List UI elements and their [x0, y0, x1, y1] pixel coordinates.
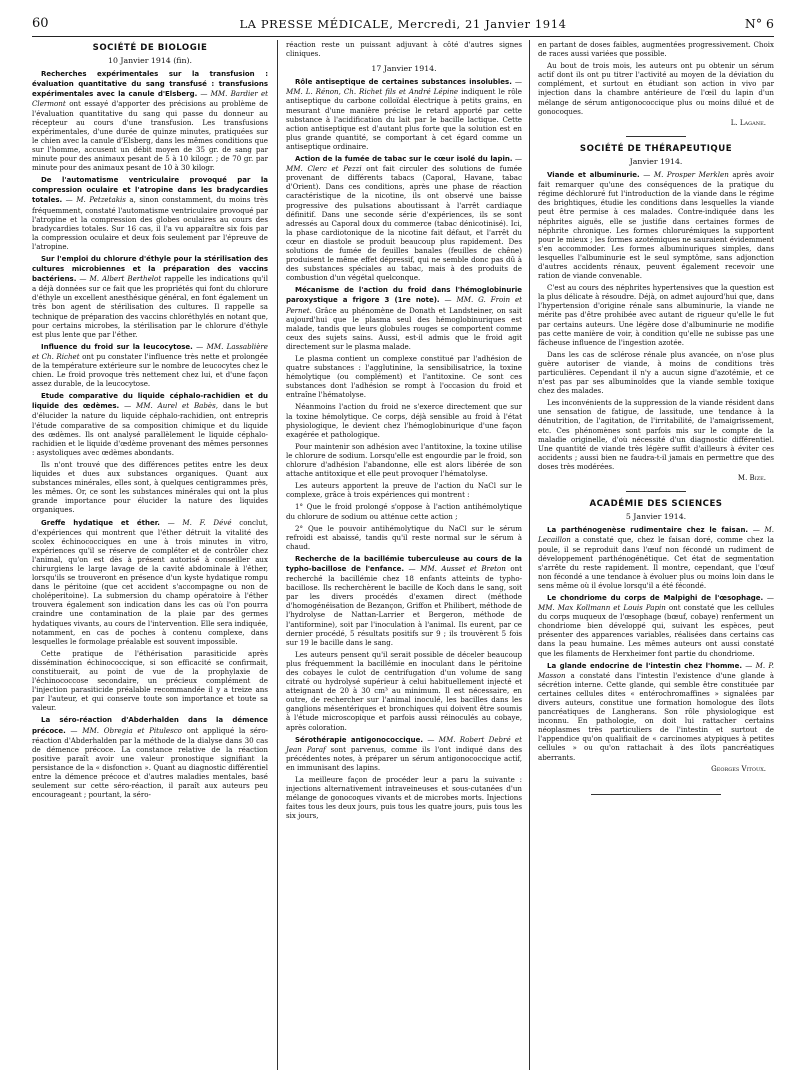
article-body: indiquent le rôle antiseptique du carbone colloïdal électrique à petits grains, en mesurant d'une manière précise le retard apporté par cette substance à l'acidification du lait par le bacille lactique. Cette action antiseptique est d'autant plus forte que la solution est en plus grande quantité, se comportant à cet égard comme un antiseptique ordinaire.: [286, 87, 522, 151]
issue-number: N° 6: [744, 16, 774, 31]
article-continuation: réaction reste un puissant adjuvant à côté d'autres signes cliniques.: [286, 40, 522, 59]
article-title: Viande et albuminurie.: [547, 171, 640, 180]
article-title: Mécanisme de l'action du froid dans l'hémoglobinurie paroxystique a frigore 3 (1re note).: [286, 286, 522, 305]
page-number: 60: [32, 16, 49, 31]
article-authors: MM. Bardier et Clermont: [32, 89, 269, 109]
article-authors: MM. Ausset et Breton: [420, 563, 506, 573]
article-paragraph: Pour maintenir son adhésion avec l'antitoxine, la toxine utilise le chlorure de sodium. Lorsqu'elle est engourdie par le froid, son chlorure d'adhésion l'abandonne, elle est alors libérée de son attache antitoxique et elle peut provoquer l'hématolyse.: [286, 441, 522, 479]
article-title: La séro-réaction d'Abderhalden dans la démence précoce.: [32, 716, 268, 735]
article-continuation: en partant de doses faibles, augmentées progressivement. Choix de races aussi variées que possible.: [538, 40, 774, 59]
article-body: ont constaté que les cellules du corps muqueux de l'œsophage (bœuf, cobaye) renferment un chondriome bien développé qui, suivant les espèces, peut présenter des apparences variables, réalisées dans certains cas dans la peau humaine. Les mêmes auteurs ont aussi constaté que les filaments de Herxheimer font partie du chondriome.: [538, 603, 774, 658]
article-authors: MM. L. Rénon, Ch. Richet fils et André Lépine: [286, 87, 459, 97]
signature: L. Lagane.: [730, 118, 766, 127]
article-body: a constaté dans l'intestin l'existence d'une glande à sécrétion interne. Cette glande, qui semble être constituée par certaines cellules dites « entérochromaffines » signalées par divers auteurs, constitue une formation homologue des îlots pancréatiques de Langherans. Son rôle physiologique est inconnu. En pathologie, on doit lui rattacher certains néoplasmes très particuliers de l'intestin et surtout de l'appendice qu'on qualifiait de « carcinomes atypiques à petites cellules » ou qu'on rattachait à des îlots pancréatiques aberrants.: [538, 670, 774, 762]
article-paragraph: 1° Que le froid prolongé s'oppose à l'action antihémolytique du chlorure de sodium ou atténue cette action ;: [286, 502, 522, 521]
section-divider: [626, 136, 686, 137]
article: La parthénogenèse rudimentaire chez le faisan. — M. Lecaillon a constaté que, chez le faisan doré, comme chez la poule, il se reproduit dans l'œuf non fécondé un rudiment de développement parthénogénétique. Cet état de segmentation s'arrête du reste rapidement. Il montre, cependant, que l'œuf non fécondé a une tendance à évoluer plus ou moins loin dans le sens même où il évolue lorsqu'il a été fécondé.: [538, 525, 774, 590]
article-body: ont recherché la bacillémie chez 18 enfants atteints de typho-bacillose. Ils recherchèrent le bacille de Koch dans le sang, soit par les divers procédés d'examen direct (méthode d'homogénéisation de Bezançon, Griffon et Philibert, méthode de l'hydrolyse de Nattan-Larrier et Bergeron, méthode de l'antiformine), soit par l'inoculation à l'animal. Ils eurent, par ce dernier procédé, 5 résultats positifs sur 9 ; ils trouvèrent 5 fois sur 19 le bacille dans le sang.: [286, 563, 523, 647]
article-title: Action de la fumée de tabac sur le cœur isolé du lapin.: [295, 155, 513, 164]
column-rule: [277, 40, 278, 1070]
article-authors: M. F. Dévé: [182, 517, 232, 527]
article-paragraph: 2° Que le pouvoir antihémolytique du NaCl sur le sérum refroidi est abaissé, tandis qu'il reste normal sur le sérum à chaud.: [286, 523, 522, 551]
article-body: ont fait circuler des solutions de fumée provenant de différents tabacs (Caporal, Havane, tabac d'Orient). Dans ces conditions, après une phase de réaction caractéristique de la nicotine, ils ont observé une baisse progressive des pulsations aboutissant à l'arrêt cardiaque définitif. Dans une seconde série d'expériences, ils se sont adressés au Caporal doux du commerce (tabac dénicotinisé). Ici, la phase cardiotonique de la nicotine fait défaut, et l'arrêt du cœur en diastole se produit beaucoup plus rapidement. Des solutions de fumée de feuilles banales (feuilles de chêne) produisent le même effet dépressif, qui ne semble donc pas dû à des substances spéciales au tabac, mais à des produits de combustion d'un végétal quelconque.: [286, 164, 522, 283]
section-divider: [626, 491, 686, 492]
article-body: après avoir fait remarquer qu'une des conséquences de la pratique du régime déchloruré fut l'introduction de la viande dans le régime des brightiques, étudie les conditions dans lesquelles la viande peut être permise à ces malades. Contre-indiquée dans les néphrites aiguës, elle se justifie dans certaines formes de néphrite chronique. Les formes chlorurémiques la supportent pour le mieux ; les formes azotémiques ne sauraient évidemment s'en accommoder. Les formes albuminuriques simples, dans lesquelles l'albuminurie est le seul symptôme, sans adjonction d'autres accidents rénaux, peuvent également recevoir une ration de viande convenable.: [538, 170, 774, 281]
article-title: Le chondriome du corps de Malpighi de l'œsophage.: [547, 593, 764, 602]
article-paragraph: C'est au cours des néphrites hypertensives que la question est la plus délicate à résoudre. Déjà, on admet aujourd'hui que, dans l'hypertension d'origine rénale sans albuminurie, la viande ne mérite pas d'être prohibée avec autant de rigueur qu'elle le fut par certains auteurs. Une légère dose d'albuminurie ne modifie pas cette manière de voir, à condition qu'elle ne subisse pas une fâcheuse influence de l'ingestion azotée.: [538, 283, 774, 347]
journal-title: LA PRESSE MÉDICALE, Mercredi, 21 Janvier 1914: [239, 17, 567, 31]
article-title: De l'automatisme ventriculaire provoqué par la compression oculaire et l'atropine dans les bradycardies totales.: [32, 176, 268, 205]
article-title: Greffe hydatique et éther.: [41, 518, 160, 527]
article-paragraph: Les auteurs pensent qu'il serait possible de déceler beaucoup plus fréquemment la bacillémie en inoculant dans le péritoine des cobayes le culot de centrifugation d'un volume de sang citraté ou hydrolysé supérieur à celui habituellement injecté et atteignant de 20 à 30 cm³ au minimum. Il est nécessaire, en outre, de rechercher sur l'animal inoculé, les bacilles dans les ganglions mésentériques et bronchiques qui doivent être soumis à l'étude microscopique et parfois aussi réinoculés au cobaye, après coloration.: [286, 649, 522, 732]
article-paragraph: Les auteurs apportent la preuve de l'action du NaCl sur le complexe, grâce à trois expériences qui montrent :: [286, 481, 522, 500]
article-title: La glande endocrine de l'intestin chez l'homme.: [547, 661, 742, 670]
section-title: SOCIÉTÉ DE BIOLOGIE: [92, 43, 208, 53]
column-rule: [529, 40, 530, 1070]
article: Etude comparative du liquide céphalo-rachidien et du liquide des œdèmes. — MM. Aurel et Babès, dans le but d'élucider la nature du liquide céphalo-rachidien, ont entrepris l'étude comparative de sa composition chimique et du liquide des œdèmes. Ils ont analysé parallèlement le liquide céphalo-rachidien et le liquide d'œdème provenant des mêmes personnes : asystoliques avec œdèmes abondants.: [32, 392, 268, 457]
article: Greffe hydatique et éther. — M. F. Dévé conclut, d'expériences qui montrent que l'éther détruit la vitalité des scolex échinococciques en une à trois minutes in vitro, expériences qu'il se réserve de compléter et de contrôler chez l'animal, qu'on est dès à présent autorisé à conseiller aux chirurgiens le large lavage de la cavité abdominale à l'éther, lorsqu'ils se trouveront en présence d'un kyste hydatique rompu dans le péritoine (que cet accident s'accompagne ou non de choléperitoine). La submersion du champ opératoire à l'éther trouvera également son indication dans les cas où l'on pourra craindre une contamination de la plaie par des germes hydatiques vivants, au cours de l'intervention. Elle sera indiquée, notamment, en cas de poches à contenu complexe, dans lesquelles le formolage préalable est souvent impossible.: [32, 517, 268, 646]
article-authors: MM. Max Kollmann et Louis Papin: [538, 603, 666, 613]
article-title: Etude comparative du liquide céphalo-rachidien et du liquide des œdèmes.: [32, 392, 268, 411]
article-title: Sur l'emploi du chlorure d'éthyle pour la stérilisation des cultures microbiennes et la préparation des vaccins bactériens.: [32, 254, 268, 284]
article-body: Grâce au phénomène de Donath et Landsteiner, on sait aujourd'hui que le plasma seul des hémoglobinuriques est malade, tandis que leurs globules rouges se comportent comme ceux des sujets sains. Aussi, est-il admis que le froid agit directement sur le plasma malade.: [286, 305, 522, 351]
article: Influence du froid sur la leucocytose. — MM. Lassablière et Ch. Richet ont pu constater l'influence très nette et prolongée de la température extérieure sur le nombre de leucocytes chez le chien. Le froid provoque très nettement chez lui, et d'une façon assez durable, de la leucocytose.: [32, 341, 268, 389]
article-authors: MM. Lassablière et Ch. Richet: [32, 341, 268, 361]
article-title: La parthénogenèse rudimentaire chez le faisan.: [547, 526, 749, 535]
article-body: dans le but d'élucider la nature du liquide céphalo-rachidien, ont entrepris l'étude comparative de sa composition chimique et du liquide des œdèmes. Ils ont analysé parallèlement le liquide céphalo-rachidien et le liquide d'œdème provenant des mêmes personnes : asystoliques avec œdèmes abondants.: [32, 401, 268, 457]
session-date: Janvier 1914.: [629, 156, 683, 166]
article-authors: M. Prosper Merklen: [653, 170, 729, 180]
column-1: [32, 40, 268, 802]
article: Sur l'emploi du chlorure d'éthyle pour la stérilisation des cultures microbiennes et la préparation des vaccins bactériens. — M. Albert Berthelot rappelle les indications qu'il a déjà données sur ce fait que les propriétés qui font du chlorure d'éthyle un excellent anesthésique général, en font également un très bon agent de stérilisation des cultures. Il rappelle sa technique de préparation des vaccins chloréthylés en notant que, pour certains microbes, la stérilisation par le chlorure d'éthyle est plus lente que par l'éther.: [32, 254, 268, 339]
article: De l'automatisme ventriculaire provoqué par la compression oculaire et l'atropine dans les bradycardies totales. — M. Petzetakis a, sinon constamment, du moins très fréquemment, constaté l'automatisme ventriculaire provoqué par l'atropine et la compression des globes oculaires au cours des bradycardies totales. Sur 16 cas, il l'a vu apparaître six fois par la compression oculaire et deux fois seulement par l'épreuve de l'atropine.: [32, 176, 268, 251]
article-paragraph: Ils n'ont trouvé que des différences petites entre les deux liquides et dues aux substances organiques. Quant aux substances minérales, elles sont, à quelques centigrammes près, les mêmes. Or, ce sont les substances minérales qui ont la plus grande importance pour élucider la nature des liquides organiques.: [32, 459, 268, 515]
article-paragraph: Au bout de trois mois, les auteurs ont pu obtenir un sérum actif dont ils ont pu titrer l'activité au moyen de la déviation du complément, et surtout en étudiant son action in vivo par injection dans la chambre antérieure de l'œil du lapin d'un mélange de sérum antigonococcique plus ou moins dilué et de gonocoques.: [538, 61, 774, 116]
article-authors: MM. G. Froin et Pernet.: [286, 295, 523, 315]
article-body: a constaté que, chez le faisan doré, comme chez la poule, il se reproduit dans l'œuf non fécondé un rudiment de développement parthénogénétique. Cet état de segmentation s'arrête du reste rapidement. Il montre, cependant, que l'œuf non fécondé a une tendance à évoluer plus ou moins loin dans le sens même où il évolue lorsqu'il a été fécondé.: [538, 535, 774, 590]
article-paragraph: Néanmoins l'action du froid ne s'exerce directement que sur la toxine hémolytique. Ce corps, déjà sensible au froid à l'état physiologique, le devient chez l'hémoglobinurique d'une façon exagérée et pathologique.: [286, 402, 522, 439]
article: Recherche de la bacillémie tuberculeuse au cours de la typho-bacillose de l'enfance. — MM. Ausset et Breton ont recherché la bacillémie chez 18 enfants atteints de typho-bacillose. Ils recherchèrent le bacille de Koch dans le sang, soit par les divers procédés d'examen direct (méthode d'homogénéisation de Bezançon, Griffon et Philibert, méthode de l'hydrolyse de Nattan-Larrier et Bergeron, méthode de l'antiformine), soit par l'inoculation à l'animal. Ils eurent, par ce dernier procédé, 5 résultats positifs sur 9 ; ils trouvèrent 5 fois sur 19 le bacille dans le sang.: [286, 554, 523, 647]
article: Mécanisme de l'action du froid dans l'hémoglobinurie paroxystique a frigore 3 (1re note). — MM. G. Froin et Pernet. Grâce au phénomène de Donath et Landsteiner, on sait aujourd'hui que le plasma seul des hémoglobinuriques est malade, tandis que leurs globules rouges se comportent comme ceux des sujets sains. Aussi, est-il admis que le froid agit directement sur le plasma malade.: [286, 286, 523, 351]
article-paragraph: Dans les cas de sclérose rénale plus avancée, on n'ose plus guère autoriser de viande, à moins de conditions très particulières. Cependant il n'y a aucun signe d'azotémie, et ce n'est pas par ses albuminoïdes que la viande semble toxique chez des malades.: [538, 349, 774, 396]
article-authors: M. Lecaillon: [538, 525, 774, 545]
signature: Georges Vitoux.: [711, 764, 766, 773]
article-authors: MM. Clerc et Pezzi: [286, 164, 362, 174]
article-title: Rôle antiseptique de certaines substances insolubles.: [295, 78, 512, 87]
article: Sérothérapie antigonococcique. — MM. Robert Debré et Jean Paraf sont parvenus, comme ils l'ont indiqué dans des précédentes notes, à préparer un sérum antigonococcique actif, en immunisant des lapins.: [286, 734, 523, 772]
article: Le chondriome du corps de Malpighi de l'œsophage. — MM. Max Kollmann et Louis Papin ont constaté que les cellules du corps muqueux de l'œsophage (bœuf, cobaye) renferment un chondriome bien développé qui, suivant les espèces, peut présenter des apparences variables, réalisées dans certains cas dans la peau humaine. Les mêmes auteurs ont aussi constaté que les filaments de Herxheimer font partie du chondriome.: [538, 592, 774, 658]
column-2: [286, 40, 522, 824]
article-authors: MM. Obregia et Pitulesco: [82, 725, 182, 735]
session-date: 5 Janvier 1914.: [625, 512, 687, 522]
article-authors: M. P. Masson: [538, 660, 774, 680]
article-title: Influence du froid sur la leucocytose.: [41, 342, 193, 351]
article-title: Recherches expérimentales sur la transfusion : évaluation quantitative du sang transfusé : transfusions expérimentales avec la canule d'Elsberg.: [32, 70, 268, 99]
section-divider: [591, 794, 721, 795]
article-body: ont essayé d'apporter des précisions au problème de l'évaluation quantitative du sang qui passe du donneur au récepteur au cours d'une transfusion. Les transfusions expérimentales, d'une durée de quinze minutes, pratiquées sur le chien avec la canule d'Elsberg, dans les mêmes conditions que sur l'homme, accusent un débit moyen de 35 gr. de sang par minute pour des animaux pesant de 5 à 10 kilogr. ; de 70 gr. par minute pour des animaux pesant de 10 à 30 kilogr.: [32, 99, 268, 173]
article-authors: M. Petzetakis: [76, 195, 126, 205]
article-body: conclut, d'expériences qui montrent que l'éther détruit la vitalité des scolex échinococciques en une à trois minutes in vitro, expériences qu'il se réserve de compléter et de contrôler chez l'animal, qu'on est dès à présent autorisé à conseiller aux chirurgiens le large lavage de la cavité abdominale à l'éther, lorsqu'ils se trouveront en présence d'un kyste hydatique rompu dans le péritoine (que cet accident s'accompagne ou non de choléperitoine). La submersion du champ opératoire à l'éther trouvera également son indication dans les cas où l'on pourra craindre une contamination de la plaie par des germes hydatiques vivants, au cours de l'intervention. Elle sera indiquée, notamment, en cas de poches à contenu complexe, dans lesquelles le formolage préalable est souvent impossible.: [32, 517, 268, 646]
article-authors: MM. Robert Debré et Jean Paraf: [286, 734, 522, 754]
article: Rôle antiseptique de certaines substances insolubles. — MM. L. Rénon, Ch. Richet fils et André Lépine indiquent le rôle antiseptique du carbone colloïdal électrique à petits grains, en mesurant d'une manière précise le retard apporté par cette substance à l'acidification du lait par le bacille lactique. Cette action antiseptique est d'autant plus forte que la solution est en plus grande quantité, se comportant à cet égard comme un antiseptique ordinaire.: [286, 77, 522, 151]
article-authors: M. Albert Berthelot: [89, 274, 162, 284]
article-authors: MM. Aurel et Babès,: [136, 401, 219, 411]
column-3: [538, 40, 774, 803]
article-body: sont parvenus, comme ils l'ont indiqué dans des précédentes notes, à préparer un sérum antigonococcique actif, en immunisant des lapins.: [286, 744, 523, 772]
article: La séro-réaction d'Abderhalden dans la démence précoce. — MM. Obregia et Pitulesco ont appliqué la séro-réaction d'Abderhalden par la méthode de la dialyse dans 30 cas de démence précoce. La constance relative de la réaction positive paraît avoir une valeur pronostique signifiant la persistance de la « disfonction ». Quant au diagnostic différentiel entre la démence précoce et d'autres maladies mentales, basé seulement sur cette séro-réaction, il paraît aux auteurs peu encourageant ; pourtant, la séro-: [32, 716, 268, 800]
section-title: ACADÉMIE DES SCIENCES: [589, 499, 723, 510]
article-body: rappelle les indications qu'il a déjà données sur ce fait que les propriétés qui font du chlorure d'éthyle un excellent anesthésique général, en font également un très bon agent de stérilisation des cultures. Il rappelle sa technique de préparation des vaccins chloréthylés en notant que, pour certains microbes, la stérilisation par le chlorure d'éthyle est plus lente que par l'éther.: [32, 274, 268, 339]
article-paragraph: Cette pratique de l'éthérisation parasiticide après dissémination échinococcique, si son efficacité se confirmait, constituerait, au point de vue de la prophylaxie de l'échinococcose secondaire, un précieux complément de l'injection parasiticide préalable recommandée il y a treize ans par l'auteur, et qui conserve toute son importance et toute sa valeur.: [32, 648, 268, 713]
article-title: Sérothérapie antigonococcique.: [295, 735, 424, 744]
article: Recherches expérimentales sur la transfusion : évaluation quantitative du sang transfusé : transfusions expérimentales avec la canule d'Elsberg. — MM. Bardier et Clermont ont essayé d'apporter des précisions au problème de l'évaluation quantitative du sang qui passe du donneur au récepteur au cours d'une transfusion. Les transfusions expérimentales, d'une durée de quinze minutes, pratiquées sur le chien avec la canule d'Elsberg, dans les mêmes conditions que sur l'homme, accusent un débit moyen de 35 gr. de sang par minute pour des animaux pesant de 5 à 10 kilogr. ; de 70 gr. par minute pour des animaux pesant de 10 à 30 kilogr.: [32, 70, 269, 173]
session-date: 17 Janvier 1914.: [371, 64, 437, 74]
article-body: a, sinon constamment, du moins très fréquemment, constaté l'automatisme ventriculaire provoqué par l'atropine et la compression des globes oculaires au cours des bradycardies totales. Sur 16 cas, il l'a vu apparaître six fois par la compression oculaire et deux fois seulement par l'épreuve de l'atropine.: [32, 195, 268, 251]
article: La glande endocrine de l'intestin chez l'homme. — M. P. Masson a constaté dans l'intestin l'existence d'une glande à sécrétion interne. Cette glande, qui semble être constituée par certaines cellules dites « entérochromaffines » signalées par divers auteurs, constitue une formation homologue des îlots pancréatiques de Langherans. Son rôle physiologique est inconnu. En pathologie, on doit lui rattacher certains néoplasmes très particuliers de l'intestin et surtout de l'appendice qu'on qualifiait de « carcinomes atypiques à petites cellules » ou qu'on rattachait à des îlots pancréatiques aberrants.: [538, 660, 774, 762]
article-paragraph: La meilleure façon de procéder leur a paru la suivante : injections alternativement intraveineuses et sous-cutanées d'un mélange de gonocoques vivants et de microbes morts. Injections faites tous les deux jours, puis tous les quatre jours, puis tous les six jours,: [286, 775, 522, 821]
signature: M. Bize.: [737, 474, 766, 483]
article-title: Recherche de la bacillémie tuberculeuse au cours de la typho-bacillose de l'enfance.: [286, 554, 522, 573]
article: Viande et albuminurie. — M. Prosper Merklen après avoir fait remarquer qu'une des conséquences de la pratique du régime déchloruré fut l'introduction de la viande dans le régime des brightiques, étudie les conditions dans lesquelles la viande peut être permise à ces malades. Contre-indiquée dans les néphrites aiguës, elle se justifie dans certaines formes de néphrite chronique. Les formes chlorurémiques la supportent pour le mieux ; les formes azotémiques ne sauraient évidemment s'en accommoder. Les formes albuminuriques simples, dans lesquelles l'albuminurie est le seul symptôme, sans adjonction d'autres accidents rénaux, peuvent également recevoir une ration de viande convenable.: [538, 170, 774, 281]
section-title: SOCIÉTÉ DE THÉRAPEUTIQUE: [579, 143, 733, 154]
article-paragraph: Les inconvénients de la suppression de la viande résident dans une sensation de fatigue, de lassitude, une tendance à la dénutrition, de l'agitation, de l'irritabilité, de l'amaigrissement, etc. Ces phénomènes sont parfois mis sur le compte de la maladie originelle, d'où nécessité d'un diagnostic différentiel. Une quantité de viande très légère suffit d'ailleurs à éviter ces accidents ; aussi bien ne faudra-t-il jamais en permettre que des doses très modérées.: [538, 398, 774, 471]
article-body: ont appliqué la séro-réaction d'Abderhalden par la méthode de la dialyse dans 30 cas de démence précoce. La constance relative de la réaction positive paraît avoir une valeur pronostique signifiant la persistance de la « disfonction ». Quant au diagnostic différentiel entre la démence précoce et d'autres maladies mentales, basé seulement sur cette séro-réaction, il paraît aux auteurs peu encourageant ; pourtant, la séro-: [32, 725, 268, 800]
article: Action de la fumée de tabac sur le cœur isolé du lapin. — MM. Clerc et Pezzi ont fait circuler des solutions de fumée provenant de différents tabacs (Caporal, Havane, tabac d'Orient). Dans ces conditions, après une phase de réaction caractéristique de la nicotine, ils ont observé une baisse progressive des pulsations aboutissant à l'arrêt cardiaque définitif. Dans une seconde série d'expériences, ils se sont adressés au Caporal doux du commerce (tabac dénicotinisé). Ici, la phase cardiotonique de la nicotine fait défaut, et l'arrêt du cœur en diastole se produit beaucoup plus rapidement. Des solutions de fumée de feuilles banales (feuilles de chêne) produisent le même effet dépressif, qui ne semble donc pas dû à des substances spéciales au tabac, mais à des produits de combustion d'un végétal quelconque.: [286, 154, 522, 283]
session-date: 10 Janvier 1914 (fin).: [107, 56, 193, 66]
article-body: ont pu constater l'influence très nette et prolongée de la température extérieure sur le nombre de leucocytes chez le chien. Le froid provoque très nettement chez lui, et d'une façon assez durable, de la leucocytose.: [32, 351, 268, 389]
article-paragraph: Le plasma contient un complexe constitué par l'adhésion de quatre substances : l'agglutinine, la sensibilisatrice, la toxine hémolytique (ou complément) et l'antitoxine. Ce sont ces substances dont l'adhésion se rompt à l'occasion du froid et entraîne l'hématolyse.: [286, 354, 522, 400]
page-header: [32, 14, 774, 37]
